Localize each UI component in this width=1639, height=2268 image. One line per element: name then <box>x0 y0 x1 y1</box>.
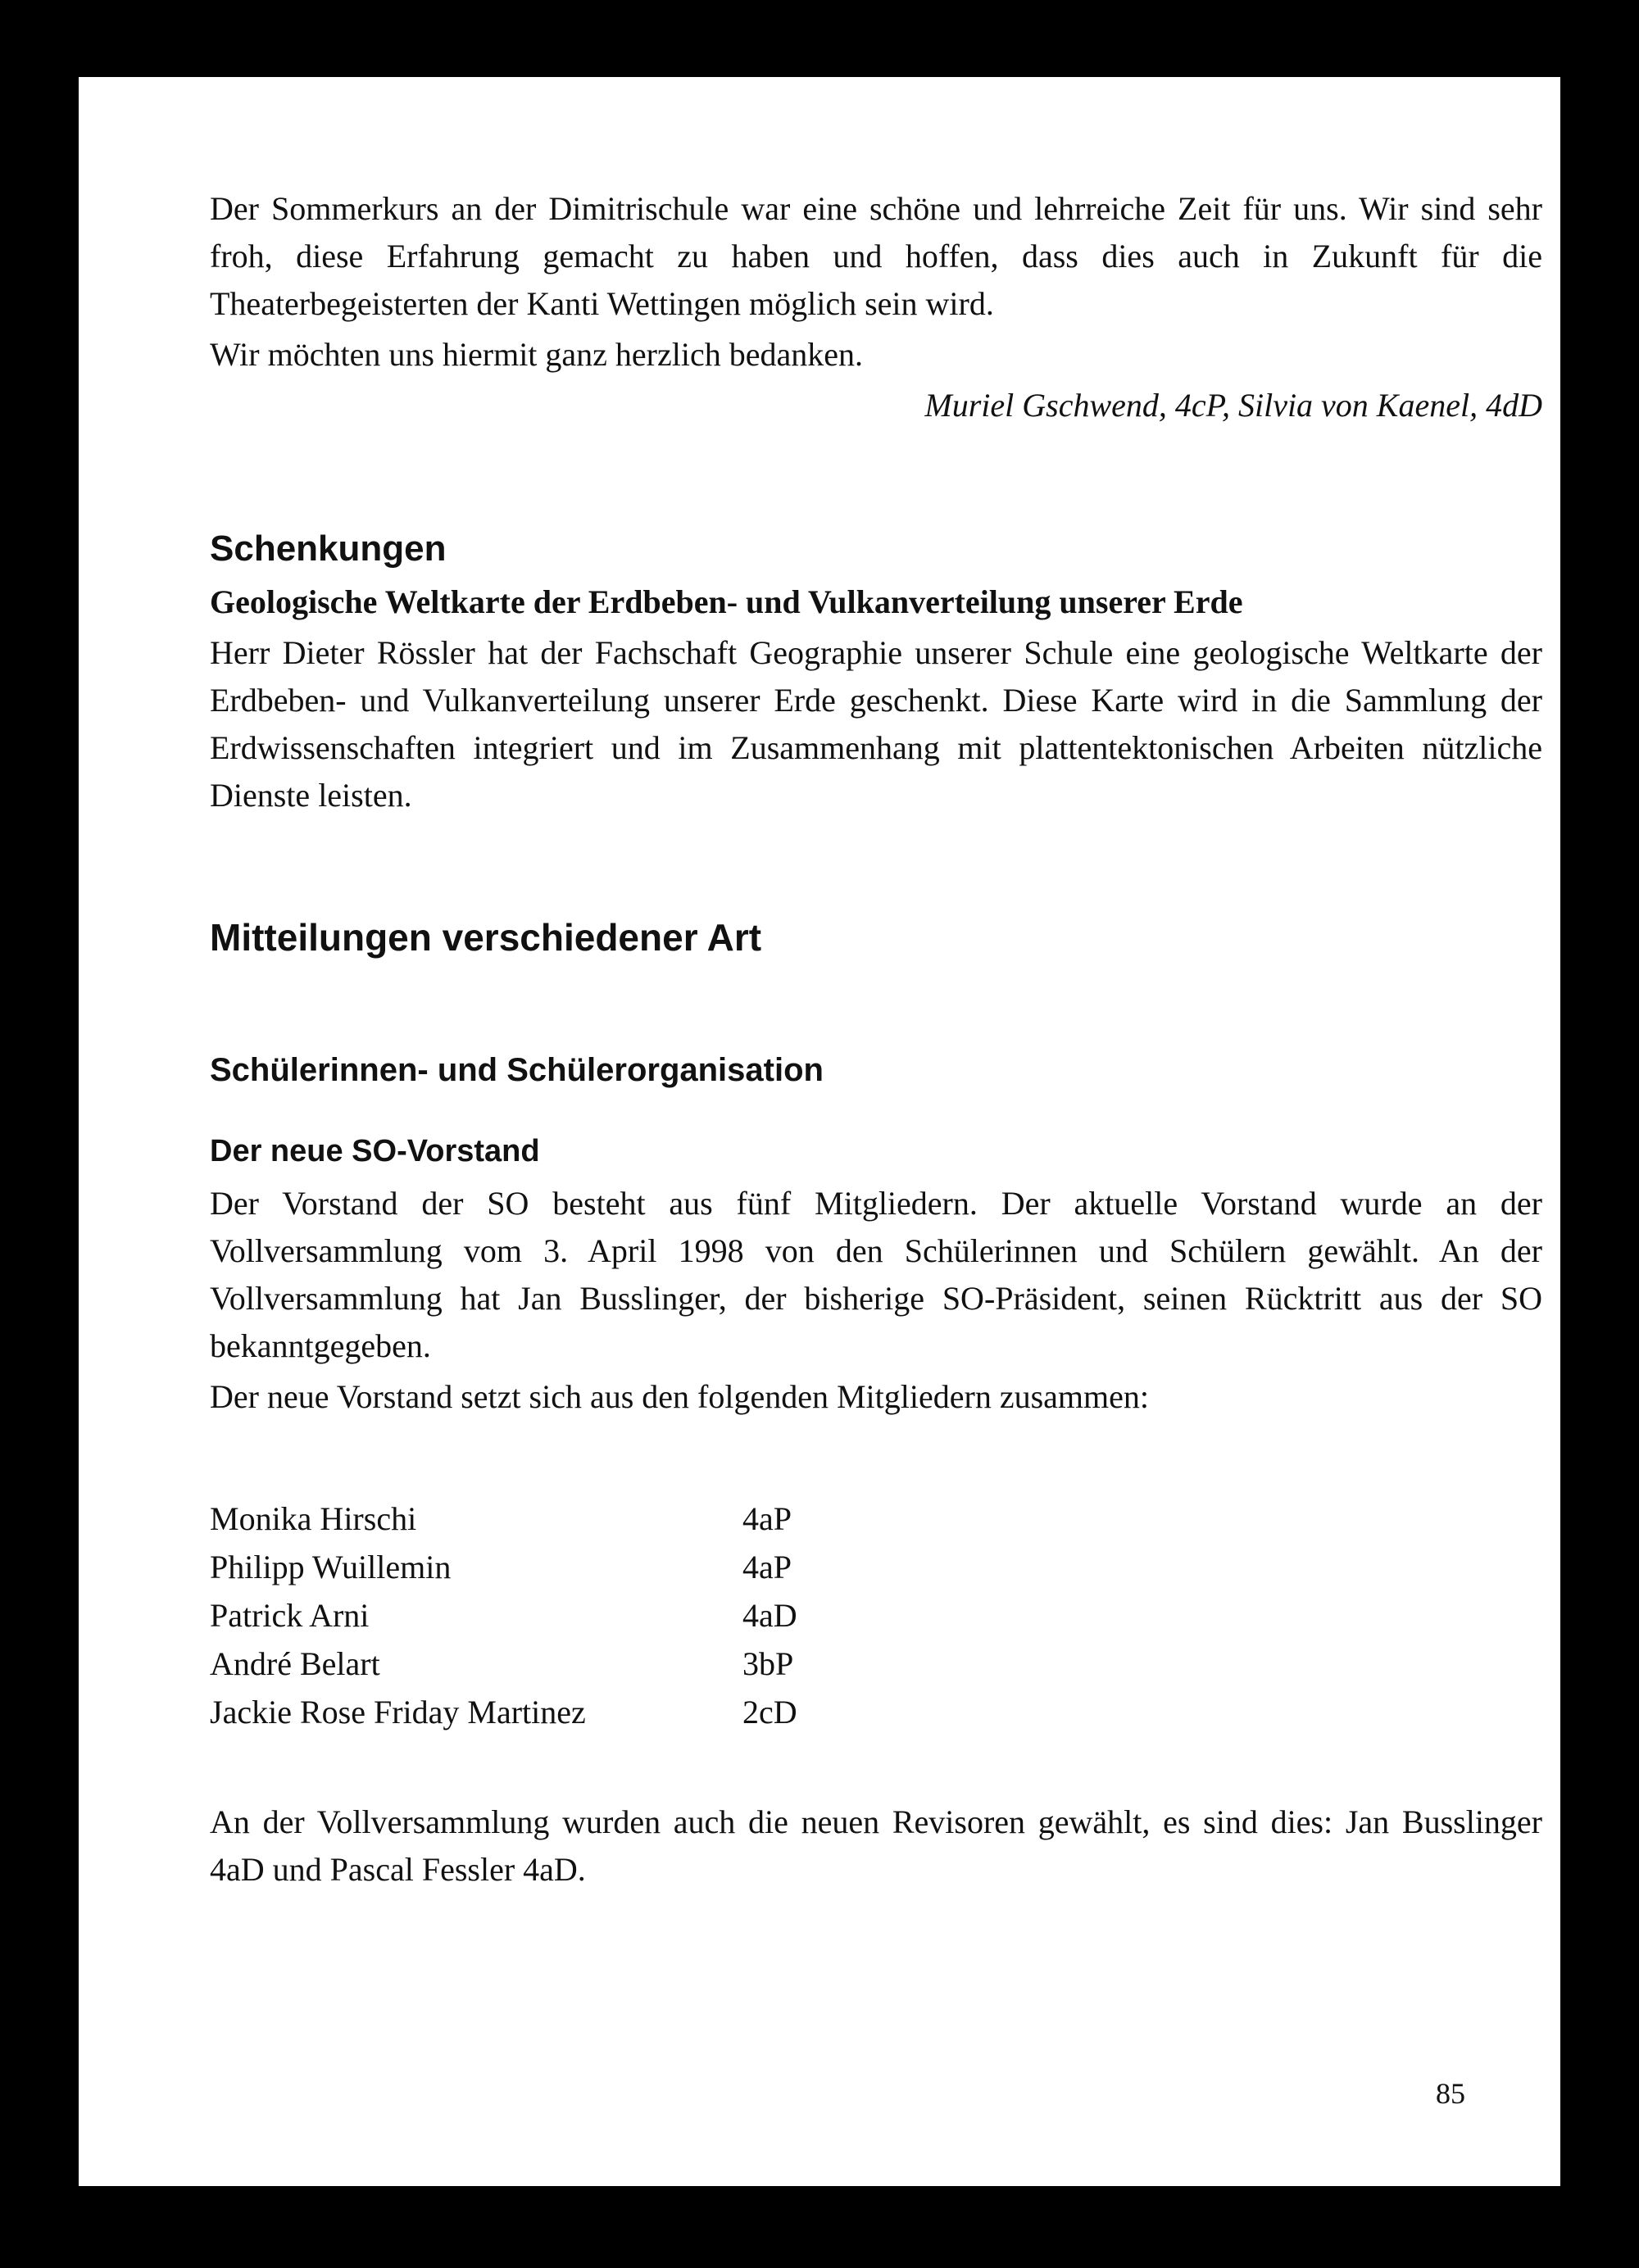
table-row <box>210 1640 797 1688</box>
table-row <box>210 1688 797 1736</box>
author-signature: Muriel Gschwend, 4cP, Silvia von Kaenel, 4dD <box>924 387 1542 424</box>
member-name: Philipp Wuillemin <box>210 1549 452 1585</box>
member-class: 4aP <box>742 1549 792 1585</box>
table-row <box>210 1543 797 1591</box>
table-row <box>210 1591 797 1640</box>
member-name: André Belart <box>210 1645 380 1682</box>
schenkungen-subheading: Geologische Weltkarte der Erdbeben- und Vulkanverteilung unserer Erde <box>210 583 1243 620</box>
revisoren-paragraph: An der Vollversammlung wurden auch die neuen Revisoren gewählt, es sind dies: Jan Busslinger 4aD und Pascal Fessler 4aD. <box>210 1803 1542 1888</box>
so-vorstand-heading: Der neue SO-Vorstand <box>210 1134 540 1168</box>
document-page <box>79 77 1560 2186</box>
member-name: Patrick Arni <box>210 1597 370 1634</box>
vorstand-paragraph: Der Vorstand der SO besteht aus fünf Mitgliedern. Der aktuelle Vorstand wurde an der Vollversammlung vom 3. April 1998 von den Schülerinnen und Schülern gewählt. An der Vollversammlung hat Jan Busslinger, der bisherige SO-Präsident, seinen Rücktritt aus der SO bekanntgegeben. <box>210 1185 1542 1364</box>
schenkungen-heading: Schenkungen <box>210 528 447 569</box>
members-table <box>210 1495 797 1736</box>
page-number: 85 <box>1436 2077 1465 2110</box>
member-name: Monika Hirschi <box>210 1500 417 1537</box>
member-class: 4aP <box>742 1500 792 1537</box>
intro-paragraph: Der Sommerkurs an der Dimitrischule war eine schöne und lehrreiche Zeit für uns. Wir sind sehr froh, diese Erfahrung gemacht zu haben und hoffen, dass dies auch in Zukunft für die Theaterbegeisterten der Kanti Wettingen möglich sein wird. <box>210 190 1542 322</box>
mitteilungen-heading: Mitteilungen verschiedener Art <box>210 916 762 959</box>
page-content <box>210 185 1542 1894</box>
thanks-paragraph: Wir möchten uns hiermit ganz herzlich bedanken. <box>210 336 863 373</box>
member-class: 3bP <box>742 1645 794 1682</box>
vorstand-intro-paragraph: Der neue Vorstand setzt sich aus den folgenden Mitgliedern zusammen: <box>210 1378 1149 1415</box>
schenkungen-paragraph: Herr Dieter Rössler hat der Fachschaft Geographie unserer Schule eine geologische Weltkarte der Erdbeben- und Vulkanverteilung unserer Erde geschenkt. Diese Karte wird in die Sammlung der Erdwissenschaften integriert und im Zusammenhang mit plattentektonischen Arbeiten nützliche Dienste leisten. <box>210 634 1542 814</box>
member-name: Jackie Rose Friday Martinez <box>210 1694 586 1730</box>
table-row <box>210 1495 797 1543</box>
so-section-heading: Schülerinnen- und Schülerorganisation <box>210 1052 824 1088</box>
member-class: 4aD <box>742 1597 797 1634</box>
member-class: 2cD <box>742 1694 797 1730</box>
